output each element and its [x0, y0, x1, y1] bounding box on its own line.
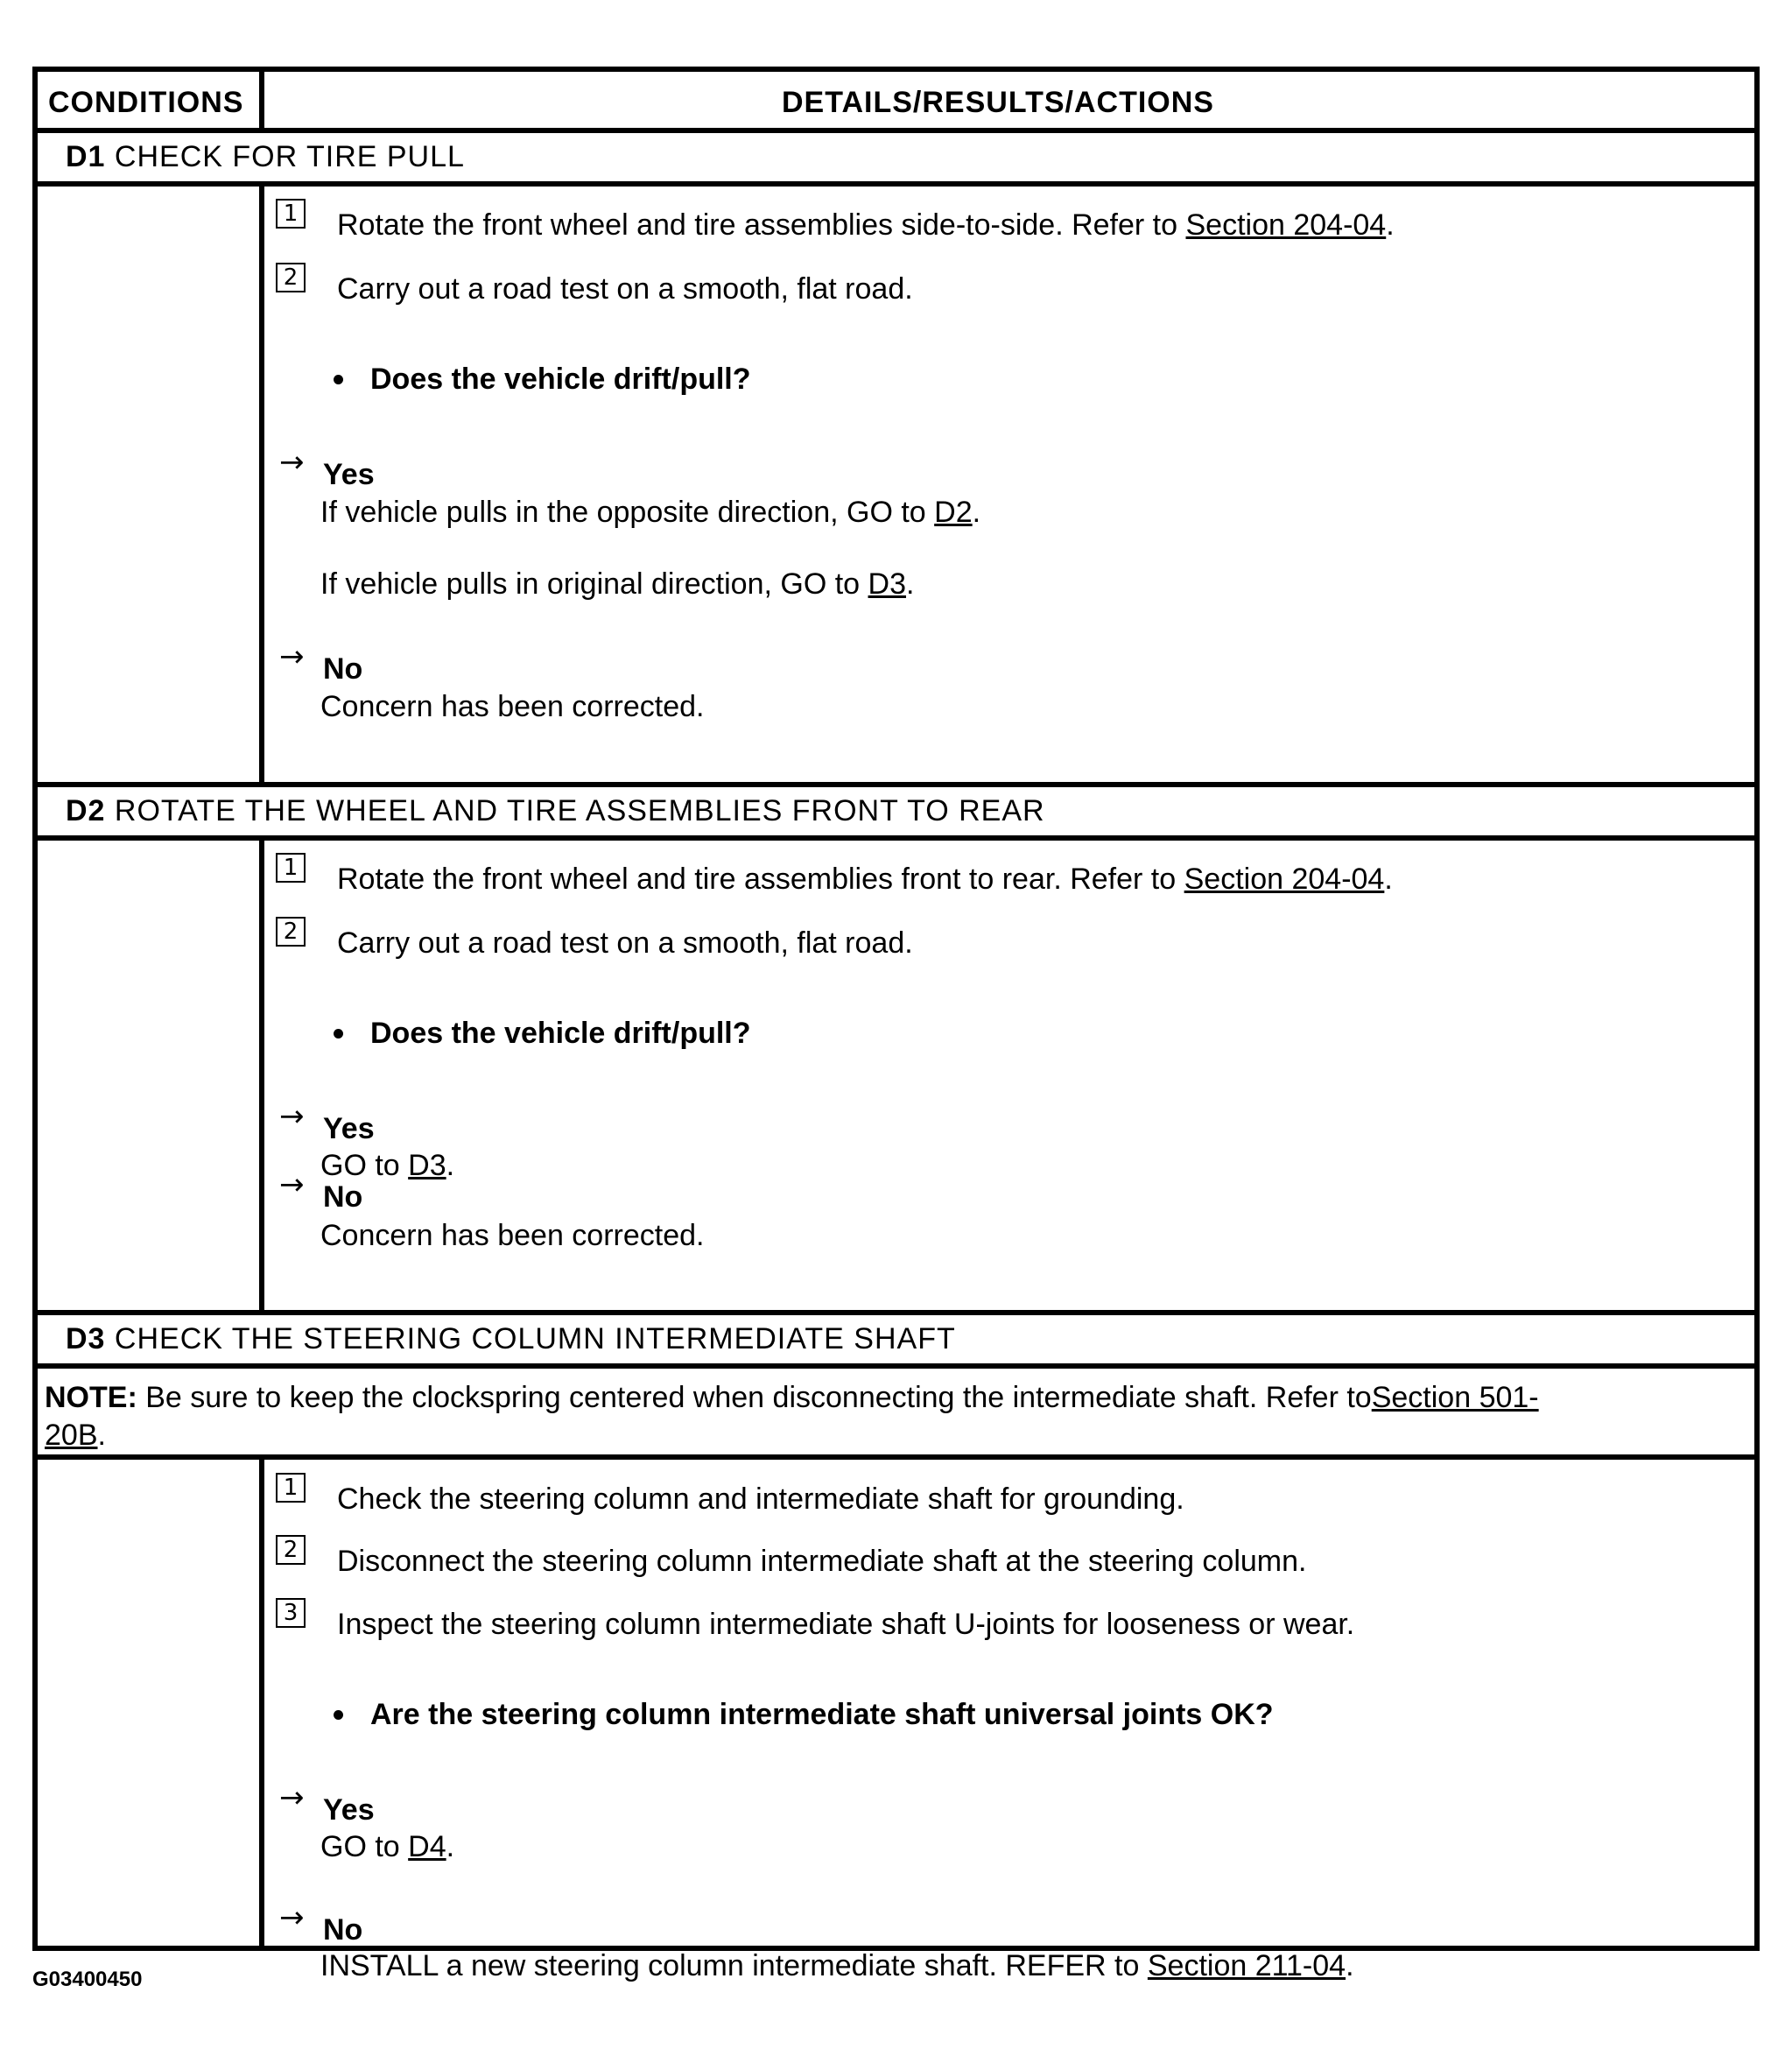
step-instruction: Rotate the front wheel and tire assemblies front to rear. Refer to — [337, 863, 1177, 896]
answer-yes-label: Yes — [323, 458, 375, 491]
arrow-right-icon: → — [279, 1167, 305, 1202]
arrow-right-icon: → — [279, 1780, 305, 1815]
section-id: D3 — [66, 1322, 106, 1355]
step-number-box: 1 — [276, 1473, 306, 1503]
bullet-icon — [334, 375, 343, 384]
answer-yes-label: Yes — [323, 1112, 375, 1145]
step-link-d3[interactable]: D3 — [868, 567, 906, 601]
answer-no-text: Concern has been corrected. — [320, 1219, 705, 1252]
answer-yes-label: Yes — [323, 1793, 375, 1827]
instruction: If vehicle pulls in the opposite direction, GO to — [320, 496, 926, 529]
step-link-d2[interactable]: D2 — [934, 496, 973, 529]
step-text: Carry out a road test on a smooth, flat road. — [337, 272, 913, 306]
note-text: Be sure to keep the clockspring centered when disconnecting the intermediate shaft. Refer to — [145, 1381, 1372, 1414]
question-text: Are the steering column intermediate shaft universal joints OK? — [370, 1698, 1274, 1731]
answer-yes-text — [320, 569, 914, 599]
answer-no-text: Concern has been corrected. — [320, 690, 705, 723]
step-number-box: 3 — [276, 1598, 306, 1628]
note-label: NOTE: — [45, 1381, 137, 1414]
header-conditions: CONDITIONS — [48, 86, 244, 119]
instruction: GO to — [320, 1830, 400, 1863]
step-number-box: 2 — [276, 263, 306, 292]
answer-yes-text — [320, 497, 980, 527]
period: . — [1386, 208, 1395, 242]
section-title: CHECK THE STEERING COLUMN INTERMEDIATE SHAFT — [114, 1322, 956, 1355]
instruction: INSTALL a new steering column intermediate shaft. REFER to — [320, 1949, 1140, 1982]
row-divider — [38, 181, 1754, 187]
section-link[interactable]: Section 204-04 — [1185, 208, 1387, 242]
row-divider — [38, 128, 1754, 133]
instruction: GO to — [320, 1149, 400, 1182]
step-number-box: 2 — [276, 1535, 306, 1565]
answer-no-label: No — [323, 1913, 363, 1947]
section-title: CHECK FOR TIRE PULL — [114, 140, 465, 173]
note-line-1 — [45, 1383, 1539, 1412]
row-divider — [38, 1454, 1754, 1460]
period: . — [446, 1830, 455, 1863]
note-line-2 — [45, 1420, 106, 1450]
answer-no-label: No — [323, 652, 363, 686]
step-link-d3[interactable]: D3 — [408, 1149, 446, 1182]
step-text: Check the steering column and intermediate shaft for grounding. — [337, 1482, 1184, 1516]
section-title-d3 — [66, 1324, 956, 1354]
period: . — [1346, 1949, 1354, 1982]
arrow-right-icon: → — [279, 1900, 305, 1935]
step-number-box: 1 — [276, 199, 306, 229]
column-divider-d2 — [259, 835, 264, 1315]
step-text: Inspect the steering column intermediate shaft U-joints for looseness or wear. — [337, 1608, 1355, 1641]
step-link-d4[interactable]: D4 — [408, 1830, 446, 1863]
question-text: Does the vehicle drift/pull? — [370, 363, 751, 396]
section-link[interactable]: Section 204-04 — [1184, 863, 1385, 896]
section-link[interactable]: Section 501- — [1371, 1381, 1539, 1414]
arrow-right-icon: → — [279, 445, 305, 480]
instruction: If vehicle pulls in original direction, GO to — [320, 567, 861, 601]
column-divider-d1 — [259, 181, 264, 787]
step-text: Carry out a road test on a smooth, flat road. — [337, 926, 913, 960]
step-number-box: 1 — [276, 853, 306, 883]
arrow-right-icon: → — [279, 639, 305, 674]
answer-yes-text — [320, 1151, 454, 1180]
answer-yes-text — [320, 1832, 454, 1862]
section-id: D2 — [66, 794, 106, 827]
column-divider-d3 — [259, 1454, 264, 1951]
step-text — [337, 210, 1395, 240]
section-title-d2 — [66, 796, 1045, 826]
section-title-d1 — [66, 142, 465, 172]
step-instruction: Rotate the front wheel and tire assemblies side-to-side. Refer to — [337, 208, 1178, 242]
bullet-icon — [334, 1029, 343, 1039]
row-divider — [38, 1363, 1754, 1369]
period: . — [97, 1419, 106, 1452]
question-text: Does the vehicle drift/pull? — [370, 1017, 751, 1050]
section-title: ROTATE THE WHEEL AND TIRE ASSEMBLIES FRONT TO REAR — [114, 794, 1045, 827]
period: . — [972, 496, 981, 529]
row-divider — [38, 782, 1754, 787]
bullet-icon — [334, 1710, 343, 1720]
step-text — [337, 864, 1393, 894]
section-link[interactable]: Section 211-04 — [1147, 1949, 1346, 1982]
section-id: D1 — [66, 140, 106, 173]
header-details: DETAILS/RESULTS/ACTIONS — [782, 86, 1214, 119]
period: . — [906, 567, 915, 601]
period: . — [446, 1149, 455, 1182]
period: . — [1384, 863, 1393, 896]
row-divider — [38, 1310, 1754, 1315]
answer-no-label: No — [323, 1180, 363, 1214]
row-divider — [38, 835, 1754, 841]
arrow-right-icon: → — [279, 1099, 305, 1134]
step-number-box: 2 — [276, 917, 306, 947]
answer-no-text — [320, 1951, 1354, 1981]
column-divider-header — [259, 72, 264, 128]
section-link[interactable]: 20B — [45, 1419, 98, 1452]
figure-id: G03400450 — [32, 1968, 143, 1991]
step-text: Disconnect the steering column intermediate shaft at the steering column. — [337, 1545, 1307, 1578]
